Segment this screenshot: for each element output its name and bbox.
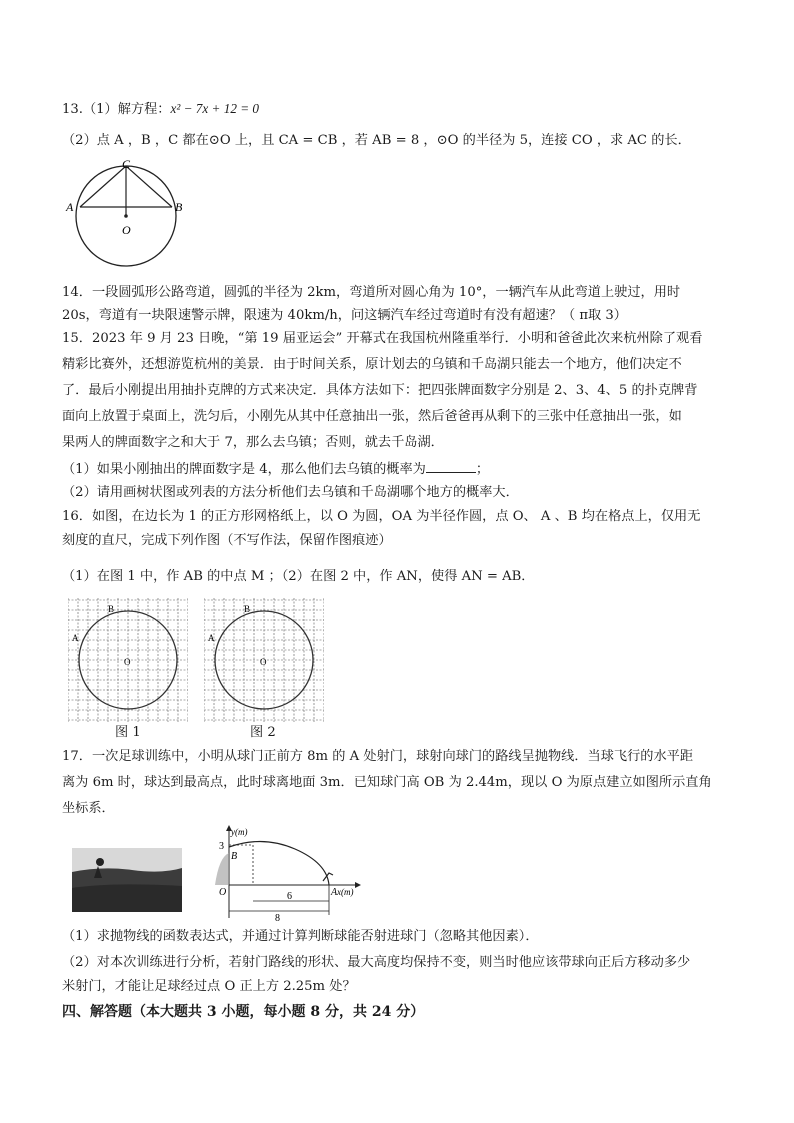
fig2-caption: 图 2: [250, 725, 276, 740]
label-a: A: [331, 887, 338, 898]
equation: x² − 7x + 12 = 0: [170, 101, 260, 116]
grid1-label-a: A: [72, 633, 79, 643]
q15-part2: （2）请用画树状图或列表的方法分析他们去乌镇和千岛湖哪个地方的概率大．: [62, 485, 519, 500]
q17-line2: 离为 6m 时，球达到最高点，此时球离地面 3m．已知球门高 OB 为 2.44m，现以 O 为原点建立如图所示直角: [62, 775, 712, 790]
q14-line1: 14．一段圆弧形公路弯道，圆弧的半径为 2km，弯道所对圆心角为 10°，一辆汽车从此弯道上驶过，用时: [62, 285, 681, 300]
grid1-label-b: B: [108, 604, 115, 614]
q15-line5: 果两人的牌面数字之和大于 7，那么去乌镇；否则，就去千岛湖．: [62, 435, 444, 450]
y-axis-label: y(m): [231, 827, 248, 837]
q17-part1: （1）求抛物线的函数表达式，并通过计算判断球能否射进球门（忽略其他因素）．: [62, 929, 539, 944]
label-eight: 8: [275, 913, 280, 923]
q17-part2-line1: （2）对本次训练进行分析，若射门路线的形状、最大高度均保持不变，则当时他应该带球向正后方移动多少: [62, 955, 691, 970]
q15-part1: （1）如果小刚抽出的牌面数字是 4，那么他们去乌镇的概率为 ；: [62, 462, 490, 477]
answer-blank: [426, 460, 476, 473]
q17-line1: 17．一次足球训练中，小明从球门正前方 8m 的 A 处射门，球射向球门的路线呈抛物线．当球飞行的水平距: [62, 749, 694, 764]
q15-line3: 了．最后小刚提出用抽扑克牌的方式来决定．具体方法如下：把四张牌面数字分别是 2、3、4、5 的扑克牌背: [62, 383, 698, 398]
q16-line1: 16．如图，在边长为 1 的正方形网格纸上，以 O 为圆，OA 为半径作圆，点 O、 A 、B 均在格点上，仅用无: [62, 509, 701, 524]
label-three: 3: [219, 841, 224, 852]
q13-part1: 13.（1）解方程：x² − 7x + 12 = 0: [62, 101, 260, 117]
q15-line1: 15．2023 年 9 月 23 日晚，“第 19 届亚运会” 开幕式在我国杭州隆重举行．小明和爸爸此次来杭州除了观看: [62, 331, 703, 346]
label-o: O: [122, 223, 131, 237]
trajectory-graph: [205, 823, 365, 923]
label-b: B: [231, 851, 238, 862]
grid2-label-o: O: [260, 657, 267, 667]
section-heading: 四、解答题（本大题共 3 小题，每小题 8 分，共 24 分）: [62, 1004, 425, 1020]
q16-line3: （1）在图 1 中，作 AB 的中点 M ；（2）在图 2 中，作 AN，使得 AN = AB．: [62, 569, 535, 584]
fig1-caption: 图 1: [115, 725, 141, 740]
grid-figure-2: [204, 598, 324, 722]
label-b: B: [175, 200, 183, 214]
grid1-label-o: O: [124, 657, 131, 667]
x-axis-label: x(m): [337, 887, 354, 897]
grid2-label-a: A: [208, 633, 215, 643]
q15-line2: 精彩比赛外，还想游览杭州的美景．由于时间关系，原计划去的乌镇和千岛湖只能去一个地方，他们决定不: [62, 357, 682, 372]
grid-figure-1: [68, 598, 188, 722]
q17-part2-line2: 米射门，才能让足球经过点 O 正上方 2.25m 处？: [62, 979, 356, 994]
soccer-photo: [72, 848, 182, 912]
label-o: O: [219, 887, 227, 898]
label-a: A: [66, 200, 74, 214]
q17-line3: 坐标系．: [62, 801, 115, 816]
grid2-label-b: B: [244, 604, 251, 614]
label-c: C: [122, 158, 131, 171]
circle-figure: [62, 158, 190, 268]
label-six: 6: [287, 891, 292, 902]
q16-line2: 刻度的直尺，完成下列作图（不写作法，保留作图痕迹）: [62, 533, 392, 548]
q14-line2: 20s，弯道有一块限速警示牌，限速为 40km/h，问这辆汽车经过弯道时有没有超速？（ π取 3）: [62, 308, 627, 323]
q13-part2: （2）点 A ，B ，C 都在⊙O 上，且 CA = CB ，若 AB = 8 ，⊙O 的半径为 5，连接 CO ，求 AC 的长．: [62, 133, 691, 148]
q15-line4: 面向上放置于桌面上，洗匀后，小刚先从其中任意抽出一张，然后爸爸再从剩下的三张中任意抽出一张，如: [62, 409, 682, 424]
